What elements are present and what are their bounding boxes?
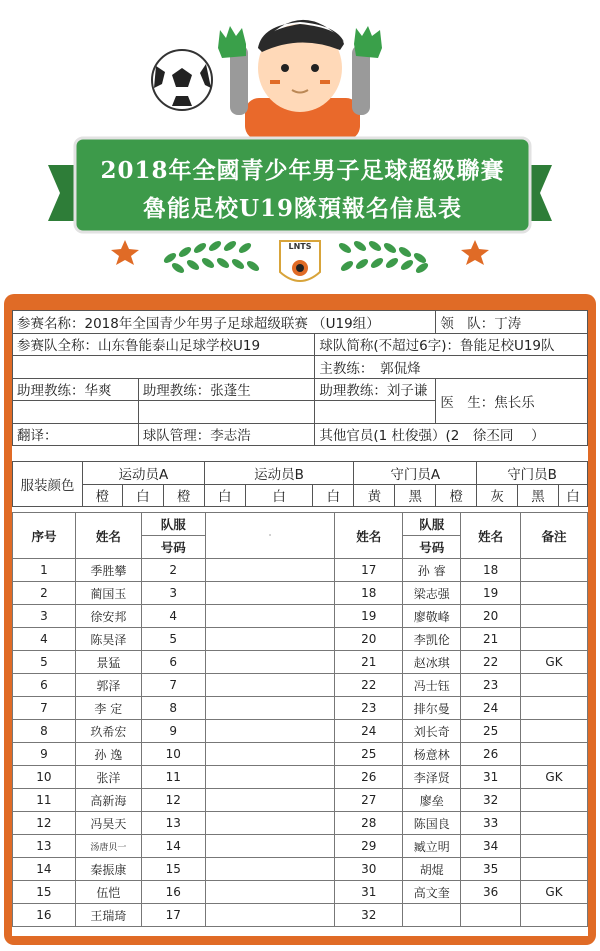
table-row — [13, 674, 588, 697]
team-manager: 球队管理：李志浩 — [138, 423, 315, 446]
kit-color: 白 — [559, 484, 588, 507]
remark — [521, 743, 588, 766]
player-name: 张洋 — [75, 766, 141, 789]
kit-color: 白 — [313, 484, 354, 507]
head-coach: 主教练： 郭侃烽 — [315, 356, 588, 379]
shirt-number: 14 — [141, 835, 205, 858]
player-name-2: 冯士钰 — [403, 674, 461, 697]
shirt-number: 11 — [141, 766, 205, 789]
col-header-name: 姓名 — [75, 513, 141, 559]
col-header-name-3: 姓名 — [461, 513, 521, 559]
shirt-number-2: 24 — [461, 697, 521, 720]
player-name-2: 臧立明 — [403, 835, 461, 858]
event-name: 参赛名称：2018年全国青少年男子足球超级联赛 （U19组） — [13, 311, 436, 334]
kit-color: 橙 — [163, 484, 204, 507]
table-row — [13, 812, 588, 835]
row-no-2: 18 — [335, 582, 403, 605]
player-name-2: 陈国良 — [403, 812, 461, 835]
kit-color: 橙 — [82, 484, 122, 507]
shirt-number-2: 25 — [461, 720, 521, 743]
table-row — [13, 697, 588, 720]
row-no: 15 — [13, 881, 76, 904]
table-row — [13, 651, 588, 674]
title-line-1: 2018年全國青少年男子足球超級聯賽 — [100, 157, 505, 184]
goalkeeper-icon — [218, 20, 382, 140]
assistant-coach-1: 助理教练：华爽 — [13, 378, 139, 401]
row-no-2: 22 — [335, 674, 403, 697]
remark — [521, 904, 588, 927]
row-no-2: 32 — [335, 904, 403, 927]
remark — [521, 812, 588, 835]
remark — [521, 628, 588, 651]
player-name: 秦振康 — [75, 858, 141, 881]
kit-color: 橙 — [436, 484, 477, 507]
shirt-number-2: 32 — [461, 789, 521, 812]
row-no: 5 — [13, 651, 76, 674]
row-no: 2 — [13, 582, 76, 605]
player-name-2: 李泽贤 — [403, 766, 461, 789]
row-no-2: 25 — [335, 743, 403, 766]
kit-color: 白 — [122, 484, 163, 507]
col-header-number: 号码 — [141, 536, 205, 559]
player-name-2: 廖垒 — [403, 789, 461, 812]
blank-cell — [205, 743, 335, 766]
player-name: 李 定 — [75, 697, 141, 720]
blank-cell — [205, 559, 335, 582]
shirt-number-2: 18 — [461, 559, 521, 582]
kit-color: 黄 — [354, 484, 395, 507]
shirt-number-2: 20 — [461, 605, 521, 628]
player-name-2 — [403, 904, 461, 927]
kit-group: 运动员B — [204, 462, 354, 485]
blank-cell — [205, 789, 335, 812]
remark — [521, 789, 588, 812]
player-name-2: 杨意林 — [403, 743, 461, 766]
player-name: 蔺国玉 — [75, 582, 141, 605]
player-name: 玖希宏 — [75, 720, 141, 743]
shirt-number: 9 — [141, 720, 205, 743]
player-name-2: 赵冰琪 — [403, 651, 461, 674]
remark — [521, 582, 588, 605]
shirt-number: 10 — [141, 743, 205, 766]
assistant-coach-3: 助理教练：刘子谦 — [315, 378, 436, 401]
row-no: 9 — [13, 743, 76, 766]
kit-color: 黑 — [518, 484, 559, 507]
doctor: 医 生：焦长乐 — [436, 378, 588, 423]
col-header-name-2: 姓名 — [335, 513, 403, 559]
remark: GK — [521, 766, 588, 789]
table-row — [13, 720, 588, 743]
row-no: 10 — [13, 766, 76, 789]
table-row — [13, 881, 588, 904]
remark — [521, 697, 588, 720]
other-officials: 其他官员(1 杜俊强）(2 徐丕同 ） — [315, 423, 588, 446]
player-name-2: 李凯伦 — [403, 628, 461, 651]
shirt-number: 16 — [141, 881, 205, 904]
row-no-2: 20 — [335, 628, 403, 651]
shirt-number-2: 31 — [461, 766, 521, 789]
shirt-number-2: 22 — [461, 651, 521, 674]
table-row — [13, 766, 588, 789]
translator: 翻译： — [13, 423, 139, 446]
table-row — [13, 904, 588, 927]
shirt-number-2: 26 — [461, 743, 521, 766]
blank-cell — [205, 835, 335, 858]
blank-cell — [205, 766, 335, 789]
row-no: 11 — [13, 789, 76, 812]
player-name: 孙 逸 — [75, 743, 141, 766]
header-illustration — [0, 0, 600, 300]
col-header-shirt: 队服 — [141, 513, 205, 536]
player-name: 王瑞琦 — [75, 904, 141, 927]
row-no: 6 — [13, 674, 76, 697]
remark — [521, 858, 588, 881]
laurel-left-icon — [162, 239, 260, 275]
player-name: 冯昊天 — [75, 812, 141, 835]
row-no: 16 — [13, 904, 76, 927]
remark — [521, 605, 588, 628]
kit-group: 守门员B — [477, 462, 588, 485]
kit-color: 灰 — [477, 484, 518, 507]
player-name: 季胜攀 — [75, 559, 141, 582]
remark: GK — [521, 881, 588, 904]
player-name-2: 胡焜 — [403, 858, 461, 881]
blank-cell — [205, 881, 335, 904]
kit-label: 服装颜色 — [13, 462, 83, 507]
shirt-number: 3 — [141, 582, 205, 605]
table-row — [13, 835, 588, 858]
blank-cell — [205, 904, 335, 927]
row-no: 8 — [13, 720, 76, 743]
blank-cell — [205, 858, 335, 881]
table-row — [13, 743, 588, 766]
player-name-2: 排尔曼 — [403, 697, 461, 720]
kit-color-table — [12, 461, 588, 507]
shirt-number: 4 — [141, 605, 205, 628]
col-header-shirt-2: 队服 — [403, 513, 461, 536]
star-icon — [111, 240, 139, 265]
player-name: 陈昊泽 — [75, 628, 141, 651]
player-name: 郭泽 — [75, 674, 141, 697]
row-no-2: 24 — [335, 720, 403, 743]
row-no-2: 28 — [335, 812, 403, 835]
roster-table — [12, 512, 588, 927]
col-header-no: 序号 — [13, 513, 76, 559]
shirt-number-2 — [461, 904, 521, 927]
remark: GK — [521, 651, 588, 674]
shirt-number-2: 33 — [461, 812, 521, 835]
team-full-name: 参赛队全称：山东鲁能泰山足球学校U19 — [13, 333, 315, 356]
col-header-remark: 备注 — [521, 513, 588, 559]
blank-cell — [205, 651, 335, 674]
remark — [521, 559, 588, 582]
player-name-2: 廖敬峰 — [403, 605, 461, 628]
remark — [521, 720, 588, 743]
table-row — [13, 789, 588, 812]
row-no: 12 — [13, 812, 76, 835]
table-row — [13, 559, 588, 582]
remark — [521, 674, 588, 697]
shirt-number: 15 — [141, 858, 205, 881]
player-name: 伍恺 — [75, 881, 141, 904]
row-no-2: 26 — [335, 766, 403, 789]
player-name: 徐安邦 — [75, 605, 141, 628]
team-leader: 领 队：丁涛 — [436, 311, 588, 334]
row-no-2: 21 — [335, 651, 403, 674]
assistant-coach-2: 助理教练：张蓬生 — [138, 378, 315, 401]
shirt-number: 12 — [141, 789, 205, 812]
remark — [521, 835, 588, 858]
row-no: 14 — [13, 858, 76, 881]
shirt-number-2: 23 — [461, 674, 521, 697]
header-art — [0, 0, 600, 300]
row-no: 3 — [13, 605, 76, 628]
kit-group: 运动员A — [82, 462, 204, 485]
kit-group: 守门员A — [354, 462, 477, 485]
soccer-ball-icon — [152, 50, 212, 110]
title-line-2: 魯能足校U19隊預報名信息表 — [142, 195, 463, 222]
row-no-2: 17 — [335, 559, 403, 582]
kit-color: 白 — [245, 484, 313, 507]
row-no-2: 31 — [335, 881, 403, 904]
row-no-2: 27 — [335, 789, 403, 812]
blank-cell — [205, 720, 335, 743]
row-no-2: 23 — [335, 697, 403, 720]
blank-cell — [205, 582, 335, 605]
player-name: 高新海 — [75, 789, 141, 812]
shirt-number: 8 — [141, 697, 205, 720]
row-no: 7 — [13, 697, 76, 720]
shirt-number: 17 — [141, 904, 205, 927]
row-no-2: 30 — [335, 858, 403, 881]
player-name-2: 高文奎 — [403, 881, 461, 904]
badge-text: LNTS — [288, 242, 312, 251]
shirt-number-2: 35 — [461, 858, 521, 881]
blank-cell — [205, 674, 335, 697]
blank-cell — [205, 628, 335, 651]
shirt-number: 13 — [141, 812, 205, 835]
shirt-number-2: 34 — [461, 835, 521, 858]
blank-cell — [205, 697, 335, 720]
col-header-number-2: 号码 — [403, 536, 461, 559]
shirt-number-2: 21 — [461, 628, 521, 651]
table-row — [13, 605, 588, 628]
row-no-2: 29 — [335, 835, 403, 858]
kit-color: 白 — [204, 484, 245, 507]
player-name: 景猛 — [75, 651, 141, 674]
table-row — [13, 582, 588, 605]
laurel-right-icon — [337, 239, 429, 275]
blank-cell — [205, 605, 335, 628]
table-row — [13, 628, 588, 651]
shirt-number: 7 — [141, 674, 205, 697]
player-name-2: 孙 睿 — [403, 559, 461, 582]
kit-color: 黑 — [395, 484, 436, 507]
row-no: 1 — [13, 559, 76, 582]
row-no: 4 — [13, 628, 76, 651]
col-header-mid: · — [205, 513, 335, 559]
shirt-number: 5 — [141, 628, 205, 651]
row-no-2: 19 — [335, 605, 403, 628]
player-name-2: 梁志强 — [403, 582, 461, 605]
shirt-number: 6 — [141, 651, 205, 674]
team-short-name: 球队简称(不超过6字)：鲁能足校U19队 — [315, 333, 588, 356]
shirt-number-2: 36 — [461, 881, 521, 904]
player-name: 汤唐贝一 — [75, 835, 141, 858]
shirt-number: 2 — [141, 559, 205, 582]
shirt-number-2: 19 — [461, 582, 521, 605]
table-row — [13, 858, 588, 881]
info-table — [12, 310, 588, 446]
player-name-2: 刘长奇 — [403, 720, 461, 743]
star-icon — [461, 240, 489, 265]
row-no: 13 — [13, 835, 76, 858]
blank-cell — [205, 812, 335, 835]
